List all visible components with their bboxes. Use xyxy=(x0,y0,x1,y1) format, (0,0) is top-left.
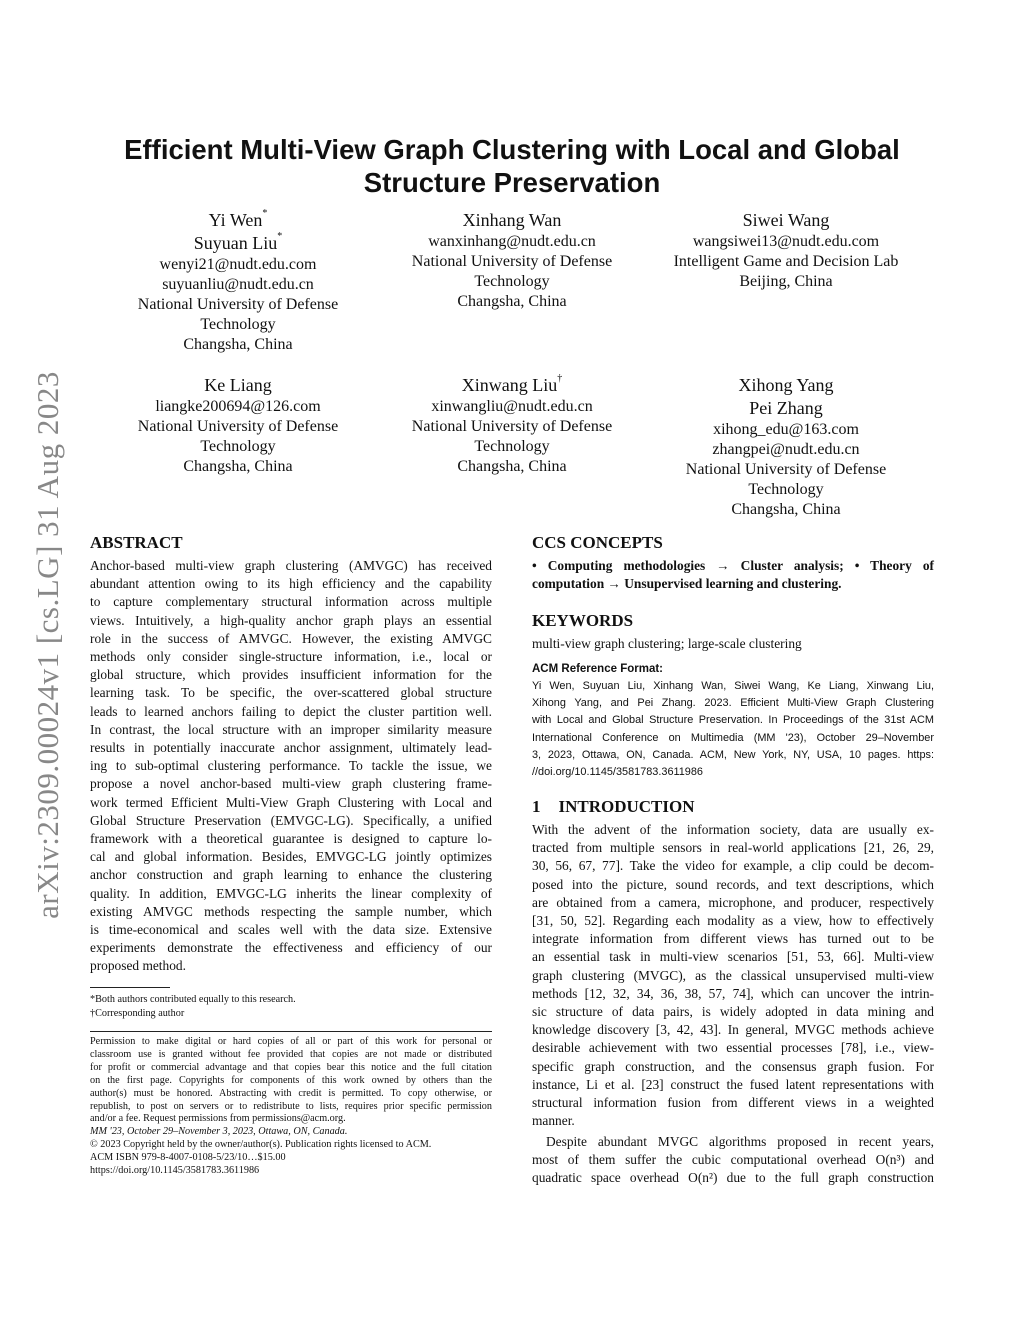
author-location: Changsha, China xyxy=(457,458,567,475)
conference-line: MM '23, October 29–November 3, 2023, Ottawa, ON, Canada. xyxy=(90,1126,348,1138)
author-name: Xinhang Wan xyxy=(462,210,562,230)
intro-line: 30, 56, 67, 77]. Take the video for example, a clip could be decom- xyxy=(532,858,934,874)
author-email: wangsiwei13@nudt.edu.com xyxy=(692,233,880,250)
author-location: Changsha, China xyxy=(457,293,567,310)
abstract-line: work termed Efficient Multi-View Graph Clustering with Local and xyxy=(90,794,492,810)
permission-line: on the first page. Copyrights for components of this work owned by others than the xyxy=(90,1074,492,1086)
arxiv-stamp: arXiv:2309.00024v1 [cs.LG] 31 Aug 2023 xyxy=(30,371,65,919)
permission-line: classroom use is granted without fee provided that copies are not made or distributed xyxy=(90,1048,492,1060)
author-location: Changsha, China xyxy=(731,501,841,518)
acm-ref-line: with Local and Global Structure Preservation. In Proceedings of the 31st ACM xyxy=(532,714,934,727)
footnotes xyxy=(90,993,492,1021)
abstract-line: learning task. To be specific, the over-scattered global structure xyxy=(90,685,492,701)
copyright-line: © 2023 Copyright held by the owner/author(s). Publication rights licensed to ACM. xyxy=(90,1139,432,1151)
abstract-line: abundant attention owing to its high efficiency and the capability xyxy=(90,576,492,592)
author-block xyxy=(656,209,916,292)
permission-block xyxy=(90,1036,492,1178)
permission-line: republish, to post on servers or to redistribute to lists, requires prior specific permission xyxy=(90,1100,492,1112)
author-affiliation: National University of Defense xyxy=(137,418,339,435)
abstract-line: cal and global information. Besides, EMVGC-LG jointly optimizes xyxy=(90,849,492,865)
author-name: Yi Wen* xyxy=(208,208,268,230)
author-location: Changsha, China xyxy=(183,458,293,475)
permission-line: author(s) must be honored. Abstracting with credit is permitted. To copy otherwise, or xyxy=(90,1087,492,1099)
acm-ref-line: Yi Wen, Suyuan Liu, Xinhang Wan, Siwei Wang, Ke Liang, Xinwang Liu, xyxy=(532,680,934,692)
abstract-line: methods only consider single-structure information, i.e., local or xyxy=(90,649,492,665)
abstract-line: framework with a theoretical guarantee is designed to capture lo- xyxy=(90,831,492,847)
intro-line: Despite abundant MVGC algorithms proposed in recent years, xyxy=(546,1134,934,1149)
permission-rule xyxy=(90,1031,492,1032)
intro-line: [31, 50, 52]. Regarding each modality as a view, how to effectively xyxy=(532,913,934,929)
intro-line: desirable achievement with two essential processes [78], i.e., view- xyxy=(532,1040,934,1056)
footnote-equal-contribution: *Both authors contributed equally to this research. xyxy=(90,994,296,1005)
author-email: suyuanliu@nudt.edu.cn xyxy=(162,276,314,293)
intro-line: most of them suffer the cubic computational overhead O(n³) and xyxy=(532,1152,934,1168)
abstract-line: Global Structure Preservation (EMVGC-LG). Specifically, a unified xyxy=(90,812,492,828)
ccs-line: • Computing methodologies → Cluster analysis; • Theory of xyxy=(532,558,934,573)
abstract-line: In contrast, the local structure with an improper similarity measure xyxy=(90,721,492,737)
keywords-text: multi-view graph clustering; large-scale clustering xyxy=(532,636,802,651)
intro-line: an essential task in multi-view scenarios [51, 53, 66]. Multi-view xyxy=(532,949,934,965)
author-name: Xinwang Liu† xyxy=(461,373,563,395)
abstract-text xyxy=(90,557,492,976)
author-email: wanxinhang@nudt.edu.cn xyxy=(428,233,596,250)
intro-heading xyxy=(532,796,934,818)
author-affiliation: National University of Defense xyxy=(685,461,887,478)
ccs-heading: CCS CONCEPTS xyxy=(532,533,663,552)
abstract-line: quality. In addition, EMVGC-LG inherits the linear complexity of xyxy=(90,885,492,901)
intro-line: integrate information from different views has turned out to be xyxy=(532,931,934,947)
abstract-line: experiments demonstrate the effectiveness and efficiency of our xyxy=(90,940,492,956)
intro-line: posed into the picture, sound records, and text descriptions, which xyxy=(532,876,934,892)
author-email: wenyi21@nudt.edu.com xyxy=(159,256,317,273)
author-location: Beijing, China xyxy=(739,273,833,290)
intro-line: specific graph construction, and the consensus graph fusion. For xyxy=(532,1058,934,1074)
author-block xyxy=(108,209,368,355)
intro-line: knowledge discovery [3, 42, 43]. In general, MVGC methods achieve xyxy=(532,1022,934,1038)
permission-line: Permission to make digital or hard copies of all or part of this work for personal or xyxy=(90,1036,492,1047)
author-location: Changsha, China xyxy=(183,336,293,353)
abstract-line: leads to learned anchors failing to depict the cluster partition well. xyxy=(90,703,492,719)
author-block xyxy=(656,374,916,520)
author-block xyxy=(108,374,368,477)
abstract-line: to capture complementary structural information across multiple xyxy=(90,594,492,610)
abstract-line: is time-economical and scales well with the data size. Extensive xyxy=(90,922,492,938)
intro-line: instance, Li et al. [23] construct the fused latent representations with xyxy=(532,1076,934,1092)
author-affiliation: Technology xyxy=(200,316,276,333)
acm-ref-heading: ACM Reference Format: xyxy=(532,663,663,675)
author-email: xihong_edu@163.com xyxy=(713,421,859,438)
doi-link[interactable]: https://doi.org/10.1145/3581783.3611986 xyxy=(90,1165,260,1177)
author-affiliation: National University of Defense xyxy=(411,253,613,270)
intro-heading-text: INTRODUCTION xyxy=(558,797,695,816)
intro-line: methods [12, 32, 34, 36, 38, 57, 74], which can uncover the intrin- xyxy=(532,985,934,1001)
abstract-line: results in potentially inaccurate anchor assignment, ultimately lead- xyxy=(90,740,492,756)
intro-paragraph-2 xyxy=(532,1133,934,1188)
isbn-line: ACM ISBN 979-8-4007-0108-5/23/10…$15.00 xyxy=(90,1152,286,1164)
author-email: liangke200694@126.com xyxy=(155,398,321,415)
intro-line: are obtained from a camera, microphone, and producer, respectively xyxy=(532,894,934,910)
author-affiliation: Technology xyxy=(200,438,276,455)
author-block xyxy=(382,209,642,312)
author-affiliation: Technology xyxy=(474,273,550,290)
author-affiliation: Technology xyxy=(474,438,550,455)
abstract-line: role in the success of AMVGC. However, the existing AMVGC xyxy=(90,630,492,646)
abstract-line: existing AMVGC methods respecting the sample number, which xyxy=(90,903,492,919)
intro-line: With the advent of the information society, data are usually ex- xyxy=(532,822,934,837)
footnote-corresponding: †Corresponding author xyxy=(90,1007,185,1019)
author-name: Pei Zhang xyxy=(749,398,823,418)
permission-line: and/or a fee. Request permissions from permissions@acm.org. xyxy=(90,1113,346,1125)
author-affiliation: Intelligent Game and Decision Lab xyxy=(673,253,899,270)
keywords-heading: KEYWORDS xyxy=(532,611,634,630)
abstract-line: ing to sub-optimal clustering performance. To tackle the issue, we xyxy=(90,758,492,774)
intro-line: quadratic space overhead O(n²) due to the full graph construction xyxy=(532,1170,934,1186)
author-email: zhangpei@nudt.edu.cn xyxy=(712,441,860,458)
intro-line: graph clustering (MVGC), as the classical unsupervised multi-view xyxy=(532,967,934,983)
acm-ref-line: Xihong Yang, and Pei Zhang. 2023. Efficient Multi-View Graph Clustering xyxy=(532,697,934,710)
paper-title: Efficient Multi-View Graph Clustering with Local and Global Structure Preservation xyxy=(124,134,900,198)
intro-paragraph-1 xyxy=(532,821,934,1130)
abstract-heading: ABSTRACT xyxy=(90,533,183,552)
intro-heading-number: 1 xyxy=(532,797,541,816)
acm-ref-text xyxy=(532,678,934,781)
intro-line: tracted from multiple sensors in real-world applications [21, 26, 29, xyxy=(532,840,934,856)
footnote-rule xyxy=(90,987,170,988)
author-affiliation: National University of Defense xyxy=(137,296,339,313)
author-affiliation: National University of Defense xyxy=(411,418,613,435)
author-email: xinwangliu@nudt.edu.cn xyxy=(431,398,593,415)
intro-line: manner. xyxy=(532,1113,575,1129)
author-name: Xihong Yang xyxy=(738,375,834,395)
acm-ref-line: //doi.org/10.1145/3581783.3611986 xyxy=(532,766,703,779)
ccs-line: computation → Unsupervised learning and clustering. xyxy=(532,576,842,592)
abstract-line: views. Intuitively, a high-quality anchor graph plays an essential xyxy=(90,612,492,628)
ccs-concepts xyxy=(532,557,934,593)
abstract-line: propose a novel anchor-based multi-view graph clustering frame- xyxy=(90,776,492,792)
abstract-line: global structure, which provides insufficient information for the xyxy=(90,667,492,683)
permission-line: for profit or commercial advantage and that copies bear this notice and the full citation xyxy=(90,1061,492,1073)
author-block xyxy=(382,374,642,477)
author-name: Siwei Wang xyxy=(742,210,830,230)
author-affiliation: Technology xyxy=(748,481,824,498)
intro-line: sic structure of data pairs, is widely adopted in data mining and xyxy=(532,1004,934,1020)
abstract-line: anchor construction and graph learning to enhance the clustering xyxy=(90,867,492,883)
intro-line: structural information fusion from different views in a weighted xyxy=(532,1095,934,1111)
abstract-line: Anchor-based multi-view graph clustering (AMVGC) has received xyxy=(90,558,492,573)
author-name: Suyuan Liu* xyxy=(193,231,283,253)
acm-ref-line: International Conference on Multimedia (MM '23), October 29–November xyxy=(532,731,934,744)
acm-ref-line: 3, 2023, Ottawa, ON, Canada. ACM, New York, NY, USA, 10 pages. https: xyxy=(532,748,934,761)
abstract-line: proposed method. xyxy=(90,958,186,974)
author-name: Ke Liang xyxy=(204,375,272,395)
